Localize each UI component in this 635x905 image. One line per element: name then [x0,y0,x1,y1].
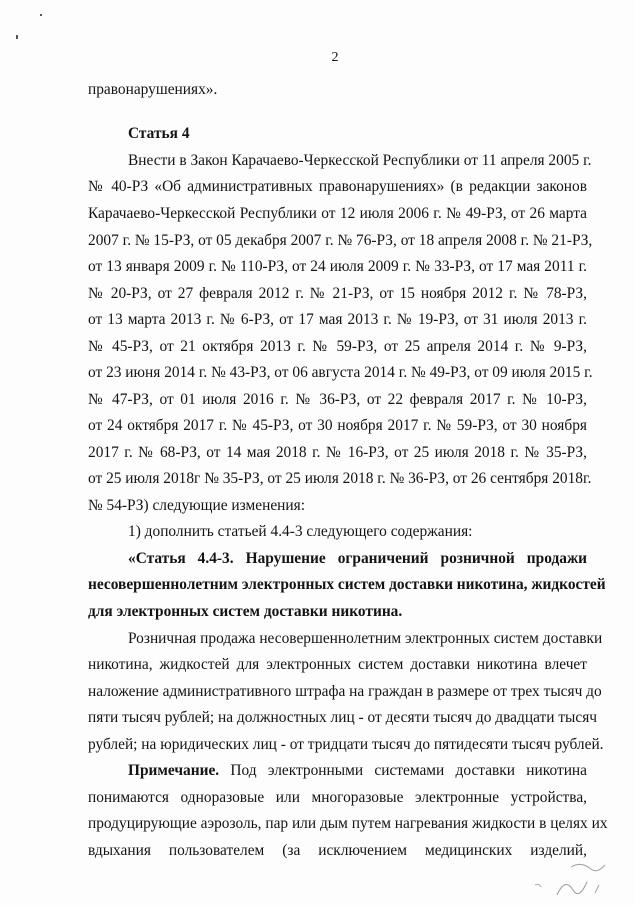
new-article-title: для электронных систем доставки никотина. [88,603,403,620]
text-line: 2007 г. № 15-РЗ, от 05 декабря 2007 г. № 76-РЗ, от 18 апреля 2008 г. № 21-РЗ, [88,232,593,249]
text-line: рублей; на юридических лиц - от тридцати тысяч до пятидесяти тысяч рублей. [88,736,604,753]
page-number: 2 [331,50,339,65]
text-line: Розничная продажа несовершеннолетним электронных систем доставки [128,630,603,647]
text-line: № 40-РЗ «Об административных правонарушениях» (в редакции законов [88,178,587,195]
text-line: пяти тысяч рублей; на должностных лиц - от десяти тысяч до двадцати тысяч [88,709,598,726]
text-line: 1) дополнить статьей 4.4-3 следующего содержания: [128,523,473,540]
new-article-title: «Статья 4.4-3. Нарушение ограничений розничной продажи [128,550,587,567]
text-line: наложение административного штрафа на граждан в размере от трех тысяч до [88,683,602,700]
article-heading: Статья 4 [128,125,190,142]
new-article-title: несовершеннолетним электронных систем доставки никотина, жидкостей [88,576,606,593]
text-line: Карачаево-Черкесской Республики от 12 июля 2006 г. № 49-РЗ, от 26 марта [88,205,587,222]
note-line [128,761,587,781]
text-line: понимаются одноразовые или многоразовые электронные устройства, [88,789,587,806]
text-line: от 13 января 2009 г. № 110-РЗ, от 24 июля 2009 г. № 33-РЗ, от 17 мая 2011 г. [88,258,587,275]
text-line: № 45-РЗ, от 21 октября 2013 г. № 59-РЗ, от 25 апреля 2014 г. № 9-РЗ, [88,338,587,355]
handwritten-mark [475,845,625,900]
text-line: № 20-РЗ, от 27 февраля 2012 г. № 21-РЗ, от 15 ноября 2012 г. № 78-РЗ, [88,285,587,302]
text-line: № 47-РЗ, от 01 июля 2016 г. № 36-РЗ, от 22 февраля 2017 г. № 10-РЗ, [88,391,587,408]
text-line: от 25 июля 2018г № 35-РЗ, от 25 июля 2018 г. № 36-РЗ, от 26 сентября 2018г. [88,470,592,487]
text-line: от 23 июня 2014 г. № 43-РЗ, от 06 августа 2014 г. № 49-РЗ, от 09 июля 2015 г. [88,364,593,381]
text-line: правонарушениях». [88,81,218,98]
text-line: от 24 октября 2017 г. № 45-РЗ, от 30 ноября 2017 г. № 59-РЗ, от 30 ноября [88,417,587,434]
note-text: Под электронными системами доставки никотина [219,762,587,779]
text-line: вдыхания пользователем (за исключением медицинских изделий, [88,842,587,859]
text-line: № 54-РЗ) следующие изменения: [88,497,305,514]
text-line: от 13 марта 2013 г. № 6-РЗ, от 17 мая 2013 г. № 19-РЗ, от 31 июля 2013 г. [88,311,587,328]
note-label: Примечание. [128,762,220,779]
text-line: никотина, жидкостей для электронных систем доставки никотина влечет [88,656,587,673]
text-line: 2017 г. № 68-РЗ, от 14 мая 2018 г. № 16-РЗ, от 25 июля 2018 г. № 35-РЗ, [88,444,587,461]
text-line: Внести в Закон Карачаево-Черкесской Республики от 11 апреля 2005 г. [128,152,592,169]
text-line: продуцирующие аэрозоль, пар или дым путем нагревания жидкости в целях их [88,815,608,832]
